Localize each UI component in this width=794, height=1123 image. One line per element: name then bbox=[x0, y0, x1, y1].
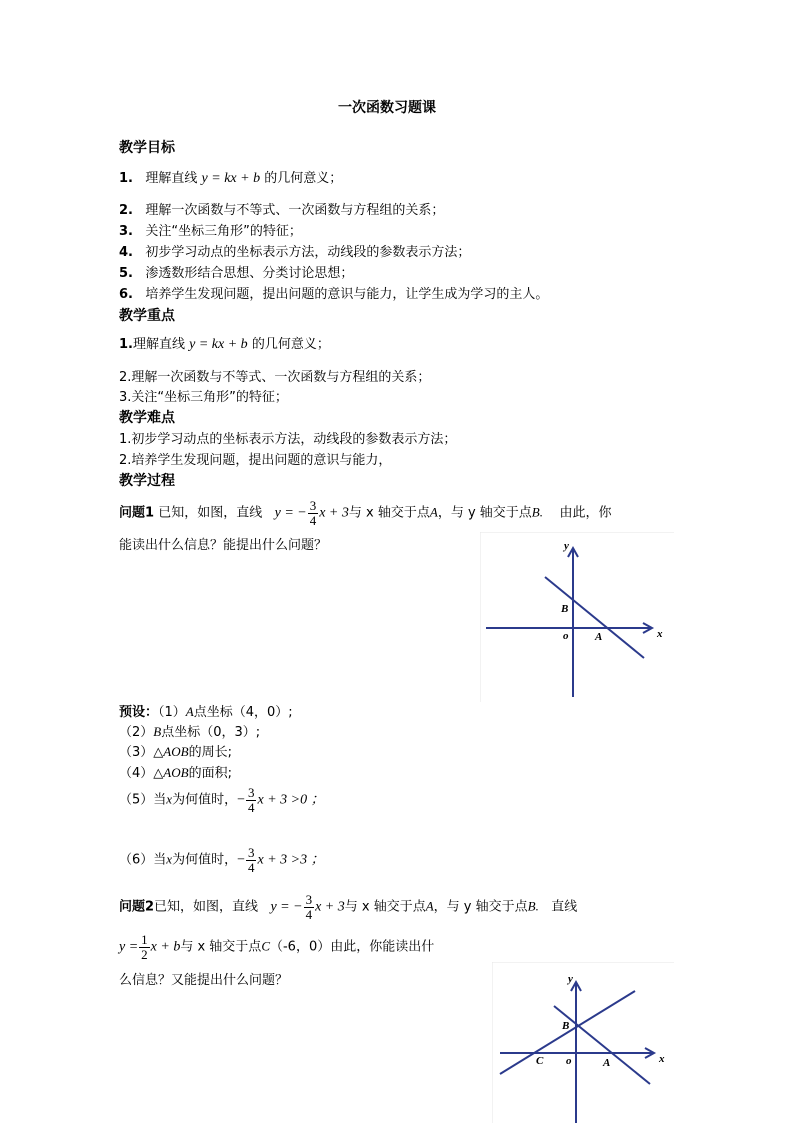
difficulty-2 bbox=[119, 453, 391, 469]
item-number: 3. bbox=[119, 390, 132, 405]
item-number: 5. bbox=[119, 266, 133, 281]
preset-text: （4）△ bbox=[119, 766, 164, 781]
x-axis-label: x bbox=[659, 1053, 665, 1065]
variable: x bbox=[166, 791, 173, 807]
question-text: 由此，你 bbox=[559, 505, 612, 521]
question-label: 问题2 bbox=[119, 899, 155, 915]
question-text: （-6，0）由此，你能读出什 bbox=[269, 939, 435, 955]
point-label: C bbox=[261, 938, 270, 954]
question-label: 问题1 bbox=[119, 505, 155, 521]
question-2-line-2 bbox=[119, 933, 434, 961]
equation-part: y = bbox=[119, 939, 139, 955]
preset-text: 点坐标（4，0）; bbox=[193, 705, 293, 720]
equation-part: y = − bbox=[270, 899, 303, 915]
item-number: 2. bbox=[119, 203, 133, 218]
question-text: 直线 bbox=[551, 899, 578, 915]
section-heading-key-points: 教学重点 bbox=[119, 308, 175, 324]
item-number: 1. bbox=[119, 171, 133, 186]
question-2-line-3: 么信息？又能提出什么问题？ bbox=[119, 973, 289, 988]
goal-item-2 bbox=[119, 203, 444, 219]
key-point-text: 关注“坐标三角形”的特征； bbox=[131, 390, 288, 405]
preset-text: 为何值时， bbox=[172, 792, 238, 808]
item-number: 1. bbox=[119, 432, 132, 447]
point-label: B bbox=[153, 724, 162, 739]
fraction-denominator: 4 bbox=[309, 512, 317, 528]
difficulty-text: 培养学生发现问题，提出问题的意识与能力， bbox=[131, 453, 392, 468]
line-y-neg3-4x-plus-3 bbox=[554, 1006, 650, 1084]
fraction bbox=[246, 846, 257, 874]
point-a-label: A bbox=[603, 1057, 611, 1069]
goal-item-4 bbox=[119, 245, 470, 261]
question-text: ，与 y 轴交于点 bbox=[433, 899, 528, 915]
fraction bbox=[308, 499, 319, 527]
key-point-2 bbox=[119, 370, 430, 386]
fraction-denominator: 4 bbox=[247, 859, 255, 875]
question-text: 已知，如图，直线 bbox=[158, 505, 263, 521]
point-a-label: A bbox=[595, 631, 603, 643]
point-label: B. bbox=[531, 504, 543, 520]
preset-text: （3）△ bbox=[119, 745, 164, 760]
key-point-text: 理解一次函数与不等式、一次函数与方程组的关系； bbox=[131, 370, 431, 385]
preset-text: （5）当 bbox=[119, 792, 167, 808]
goal-text: 理解直线 bbox=[145, 171, 198, 186]
triangle-label: AOB bbox=[163, 765, 189, 780]
item-number: 4. bbox=[119, 245, 133, 260]
y-axis-label: y bbox=[568, 973, 573, 985]
fraction-numerator: 3 bbox=[247, 785, 255, 800]
page-title: 一次函数习题课 bbox=[338, 100, 436, 116]
equation: y = kx + b bbox=[189, 337, 248, 352]
goal-text: 培养学生发现问题，提出问题的意识与能力，让学生成为学习的主人。 bbox=[145, 287, 549, 302]
point-label: B. bbox=[527, 898, 539, 914]
question-text: 与 x 轴交于点 bbox=[348, 505, 430, 521]
equation-part: x + b bbox=[150, 939, 181, 955]
fraction-numerator: 3 bbox=[309, 498, 317, 513]
equation-part: x + 3 bbox=[315, 899, 345, 915]
goal-text: 理解一次函数与不等式、一次函数与方程组的关系； bbox=[145, 203, 445, 218]
preset-text: （2） bbox=[119, 725, 154, 740]
goal-text: 初步学习动点的坐标表示方法，动线段的参数表示方法； bbox=[145, 245, 471, 260]
preset-3 bbox=[119, 744, 232, 761]
section-heading-goals: 教学目标 bbox=[119, 140, 175, 156]
question-text: 已知，如图，直线 bbox=[154, 899, 259, 915]
y-axis-label: y bbox=[564, 540, 569, 552]
preset-text: 点坐标（0，3）; bbox=[161, 725, 261, 740]
inequality: x + 3 >3 ； bbox=[257, 852, 325, 868]
x-axis-label: x bbox=[657, 628, 663, 640]
fraction-numerator: 1 bbox=[141, 932, 148, 947]
item-number: 6. bbox=[119, 287, 133, 302]
preset-5 bbox=[119, 786, 325, 814]
item-number: 2. bbox=[119, 453, 132, 468]
key-point-3 bbox=[119, 390, 288, 406]
preset-text: 的面积; bbox=[188, 766, 232, 781]
point-b-label: B bbox=[562, 1020, 570, 1032]
question-text: 与 x 轴交于点 bbox=[344, 899, 426, 915]
item-number: 1. bbox=[119, 337, 133, 352]
inequality: x + 3 >0 ； bbox=[257, 792, 325, 808]
preset-text: （1） bbox=[158, 705, 186, 720]
preset-1 bbox=[119, 704, 293, 721]
triangle-label: AOB bbox=[163, 744, 189, 759]
fraction-numerator: 3 bbox=[305, 892, 313, 907]
minus-sign: − bbox=[237, 792, 245, 808]
origin-label: o bbox=[566, 1055, 572, 1067]
goal-text: 的几何意义； bbox=[264, 171, 343, 186]
point-c-label: C bbox=[536, 1055, 544, 1067]
preset-4 bbox=[119, 765, 232, 782]
fraction-numerator: 3 bbox=[247, 845, 255, 860]
fraction-denominator: 2 bbox=[141, 946, 148, 962]
preset-6 bbox=[119, 846, 325, 874]
graph-1 bbox=[480, 532, 674, 702]
preset-text: 为何值时， bbox=[172, 852, 238, 868]
preset-label: 预设： bbox=[119, 705, 159, 720]
goal-item-3 bbox=[119, 224, 302, 240]
item-number: 3. bbox=[119, 224, 133, 239]
goal-text: 渗透数形结合思想、分类讨论思想； bbox=[145, 266, 354, 281]
question-text: 与 x 轴交于点 bbox=[180, 939, 262, 955]
fraction-denominator: 4 bbox=[305, 906, 313, 922]
key-point-text: 理解直线 bbox=[132, 337, 185, 352]
preset-text: （6）当 bbox=[119, 852, 167, 868]
line-y-neg3-4x-plus-3 bbox=[545, 577, 644, 658]
fraction-denominator: 4 bbox=[247, 799, 255, 815]
fraction bbox=[304, 893, 315, 921]
fraction bbox=[139, 933, 150, 961]
graph-2 bbox=[492, 962, 674, 1123]
equation-part: x + 3 bbox=[319, 505, 349, 521]
goal-text: 关注“坐标三角形”的特征； bbox=[145, 224, 302, 239]
equation-part: y = − bbox=[274, 505, 307, 521]
point-b-label: B bbox=[561, 603, 569, 615]
point-label: A bbox=[429, 504, 438, 520]
question-1-line-2: 能读出什么信息？能提出什么问题？ bbox=[119, 538, 328, 553]
key-point-1 bbox=[119, 337, 330, 354]
difficulty-1 bbox=[119, 432, 456, 448]
preset-text: 的周长; bbox=[188, 745, 232, 760]
goal-item-5 bbox=[119, 266, 353, 282]
preset-2 bbox=[119, 724, 260, 741]
section-heading-process: 教学过程 bbox=[119, 473, 175, 489]
key-point-text: 的几何意义； bbox=[251, 337, 330, 352]
point-label: A bbox=[185, 704, 194, 719]
origin-label: o bbox=[563, 630, 569, 642]
section-heading-difficulties: 教学难点 bbox=[119, 410, 175, 426]
difficulty-text: 初步学习动点的坐标表示方法，动线段的参数表示方法； bbox=[131, 432, 457, 447]
point-label: A bbox=[425, 898, 434, 914]
variable: x bbox=[166, 851, 173, 867]
equation: y = kx + b bbox=[201, 171, 261, 186]
question-2-line-1 bbox=[119, 893, 577, 921]
goal-item-1 bbox=[119, 171, 342, 188]
fraction bbox=[246, 786, 257, 814]
minus-sign: − bbox=[237, 852, 245, 868]
item-number: 2. bbox=[119, 370, 132, 385]
question-1-line-1 bbox=[119, 499, 612, 527]
goal-item-6 bbox=[119, 287, 548, 303]
question-text: ，与 y 轴交于点 bbox=[437, 505, 532, 521]
